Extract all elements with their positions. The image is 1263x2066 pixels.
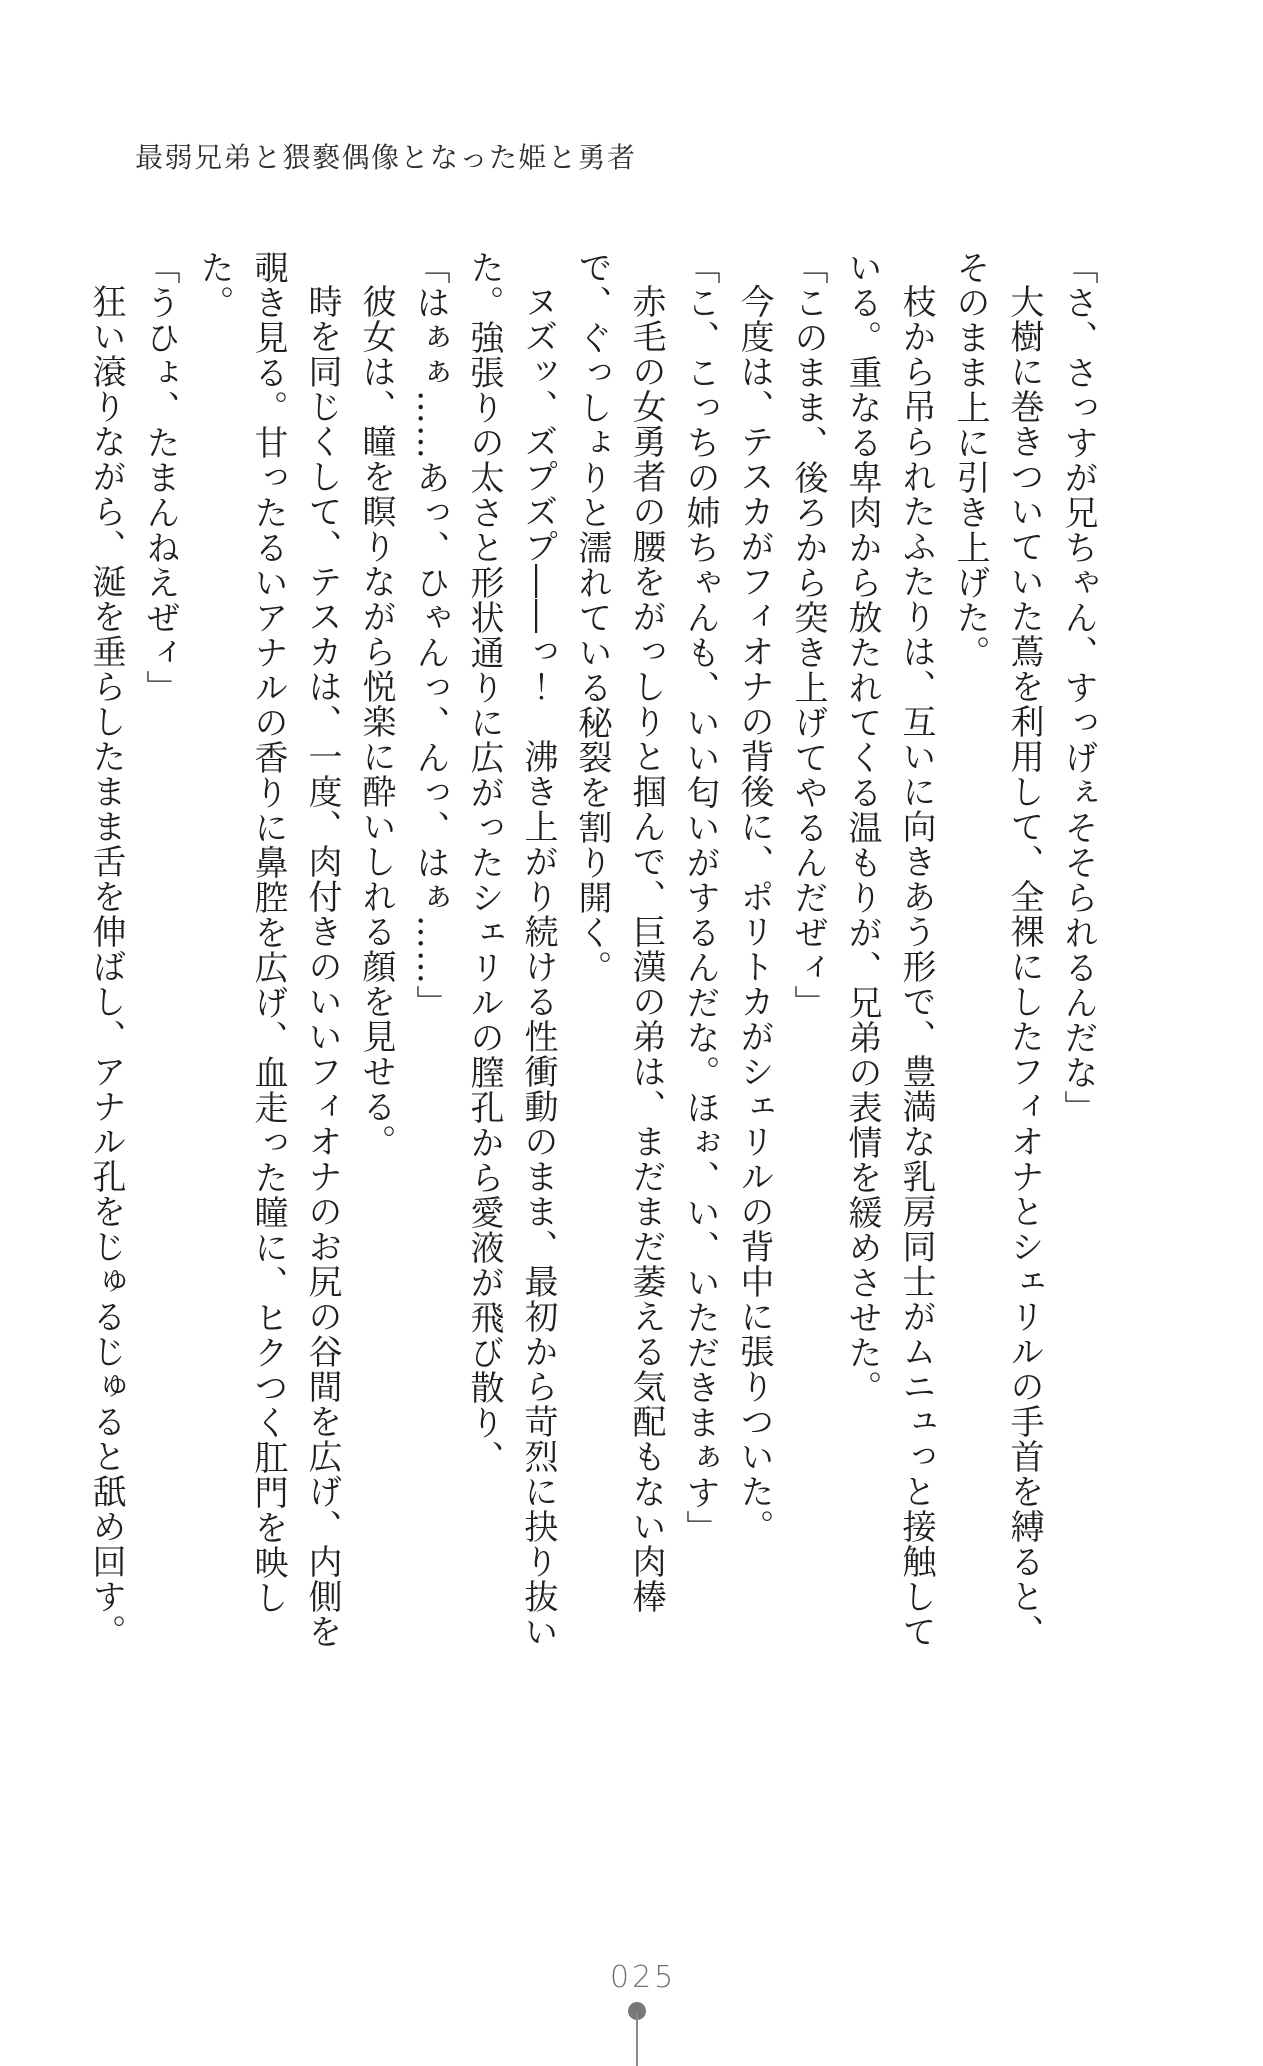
paragraph-narrative: 大樹に巻きついていた蔦を利用して、全裸にしたフィオナとシェリルの手首を縛ると、そのまま上に引き上げた。 [950,250,1044,1649]
paragraph-dialogue: 「うひょ、たまんねえぜィ」 [140,250,180,705]
paragraph-narrative: 枝から吊られたふたりは、互いに向きあう形で、豊満な乳房同士がムニュっと接触している。重なる卑肉から放たれてくる温もりが、兄弟の表情を緩めさせた。 [842,250,936,1649]
paragraph-narrative: 時を同じくして、テスカは、一度、肉付きのいいフィオナのお尻の谷間を広げ、内側を覗き見る。甘ったるいアナルの香りに鼻腔を広げ、血走った瞳に、ヒクつく肛門を映した。 [194,250,342,1649]
paragraph-narrative: ヌズッ、ズプズプ――っ！ 沸き上がり続ける性衝動のまま、最初から苛烈に抉り抜いた。強張りの太さと形状通りに広がったシェリルの膣孔から愛液が飛び散り、 [464,250,558,1649]
paragraph-narrative: 赤毛の女勇者の腰をがっしりと掴んで、巨漢の弟は、まだまだ萎える気配もない肉棒で、ぐっしょりと濡れている秘裂を割り開く。 [572,250,666,1614]
page-number: 025 [610,1960,677,1995]
paragraph-dialogue: 「さ、さっすが兄ちゃん、すっげぇそそられるんだな」 [1058,250,1098,1125]
paragraph-dialogue: 「はぁぁ……あっ、ひゃんっ、んっ、はぁ……」 [410,250,450,1020]
paragraph-dialogue: 「こ、こっちの姉ちゃんも、いい匂いがするんだな。ほぉ、い、いただきまぁす」 [680,250,720,1545]
paragraph-dialogue: 「このまま、後ろから突き上げてやるんだぜィ」 [788,250,828,1020]
paragraph-narrative: 今度は、テスカがフィオナの背後に、ポリトカがシェリルの背中に張りついた。 [734,284,774,1544]
paragraph-narrative: 狂い滾りながら、涎を垂らしたまま舌を伸ばし、アナル孔をじゅるじゅると舐め回す。 [86,284,126,1649]
paragraph-narrative: 彼女は、瞳を瞑りながら悦楽に酔いしれる顔を見せる。 [356,284,396,1159]
body-text-block [79,250,1105,1655]
running-head-title: 最弱兄弟と猥褻偶像となった姫と勇者 [135,141,637,174]
page-marker-line [636,2014,638,2066]
